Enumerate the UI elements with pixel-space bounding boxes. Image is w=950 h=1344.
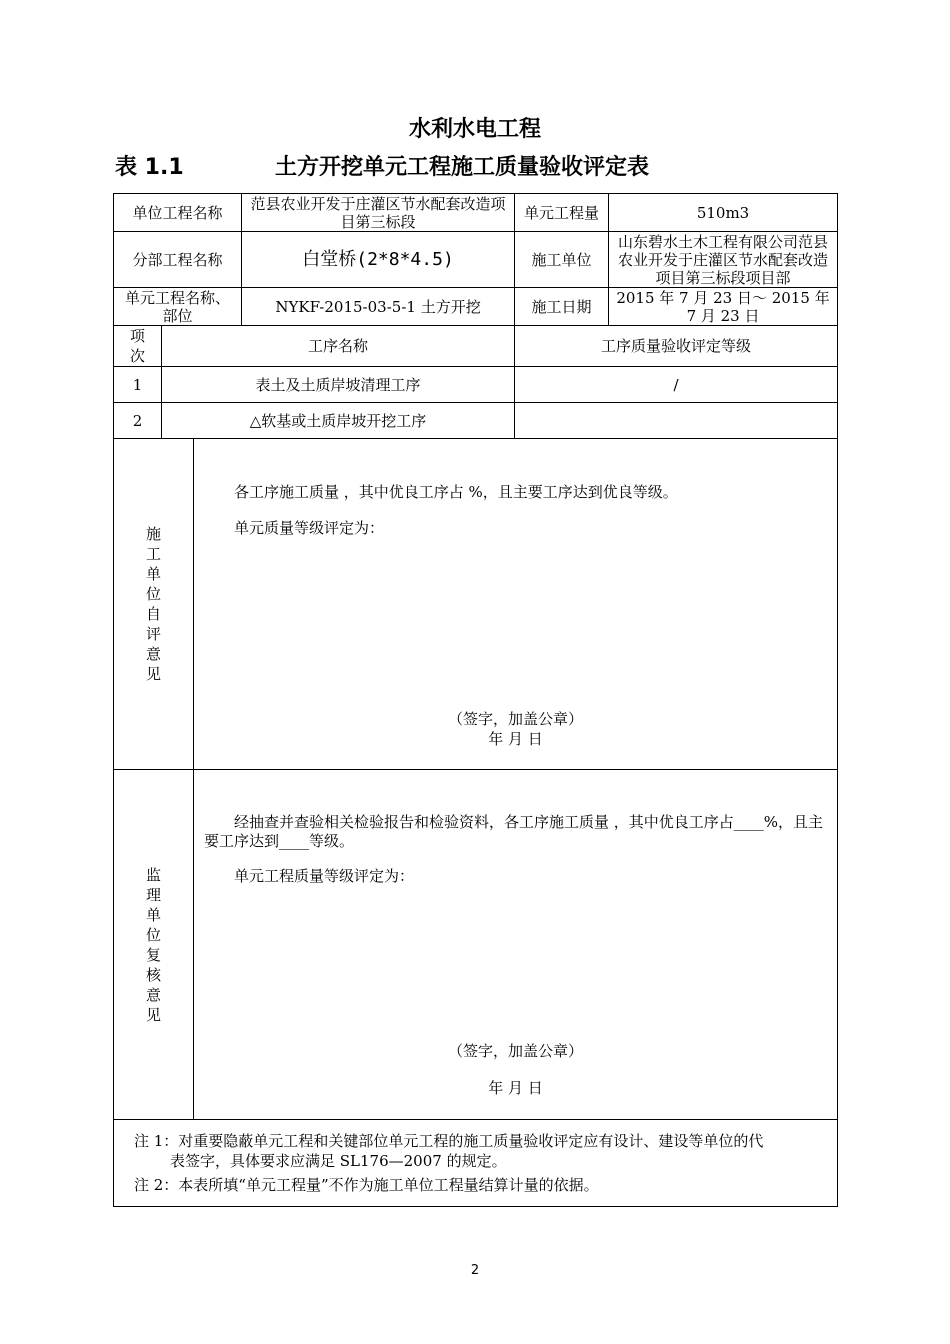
contractor-value: 山东碧水土木工程有限公司范县农业开发于庄灌区节水配套改造项目第三标段项目部 (609, 232, 838, 288)
page-header: 水利水电工程 (408, 117, 541, 142)
process-seq: 1 (114, 367, 162, 403)
contractor-label: 施工单位 (515, 232, 609, 288)
division-value: 白堂桥(2*8*4.5) (242, 232, 515, 288)
process-name-header: 工序名称 (162, 326, 515, 367)
quantity-value: 510m3 (609, 194, 838, 232)
date-value: 2015 年 7 月 23 日～ 2015 年 7 月 23 日 (609, 288, 838, 326)
process-name: 表土及土质岸坡清理工序 (162, 367, 515, 403)
contractor-date: 年 月 日 (488, 730, 543, 748)
supervisor-sign: （签字，加盖公章） (448, 1042, 584, 1060)
contractor-opinion-label: 施工单位自评意见 (114, 439, 194, 770)
page-number: 2 (470, 1263, 480, 1278)
table-row (114, 403, 838, 439)
form-number: 表 1.1 (115, 155, 184, 180)
table-row (114, 367, 838, 403)
element-label: 单元工程名称、部位 (114, 288, 242, 326)
division-label: 分部工程名称 (114, 232, 242, 288)
process-grade-header: 工序质量验收评定等级 (515, 326, 838, 367)
quality-evaluation-table (113, 193, 838, 1207)
supervisor-date: 年 月 日 (488, 1079, 543, 1097)
supervisor-opinion (194, 770, 838, 1120)
contractor-opinion (194, 439, 838, 770)
contractor-opinion-text: 各工序施工质量 ，其中优良工序占 %，且主要工序达到优良等级。 单元质量等级评定为： (234, 483, 678, 537)
contractor-sign: （签字，加盖公章） (448, 710, 584, 728)
form-name: 土方开挖单元工程施工质量验收评定表 (275, 155, 650, 180)
process-grade: / (515, 367, 838, 403)
unit-project-label: 单位工程名称 (114, 194, 242, 232)
quantity-label: 单元工程量 (515, 194, 609, 232)
seq-header: 项次 (114, 326, 162, 367)
element-value: NYKF-2015-03-5-1 土方开挖 (242, 288, 515, 326)
process-name: △软基或土质岸坡开挖工序 (162, 403, 515, 439)
supervisor-opinion-label: 监理单位复核意见 (114, 770, 194, 1120)
form-title (113, 150, 837, 182)
process-grade (515, 403, 838, 439)
note-1: 注 1：对重要隐蔽单元工程和关键部位单元工程的施工质量验收评定应有设计、建设等单位的代 表签字，具体要求应满足 SL176—2007 的规定。 (134, 1132, 764, 1170)
note-2: 注 2：本表所填“单元工程量”不作为施工单位工程量结算计量的依据。 (134, 1176, 599, 1194)
unit-project-value: 范县农业开发于庄灌区节水配套改造项目第三标段 (242, 194, 515, 232)
notes (114, 1120, 838, 1207)
date-label: 施工日期 (515, 288, 609, 326)
process-seq: 2 (114, 403, 162, 439)
supervisor-opinion-text: 经抽查并查验相关检验报告和检验资料，各工序施工质量 ，其中优良工序占____%，且主要工序达到____等级。 单元工程质量等级评定为： (204, 813, 824, 885)
